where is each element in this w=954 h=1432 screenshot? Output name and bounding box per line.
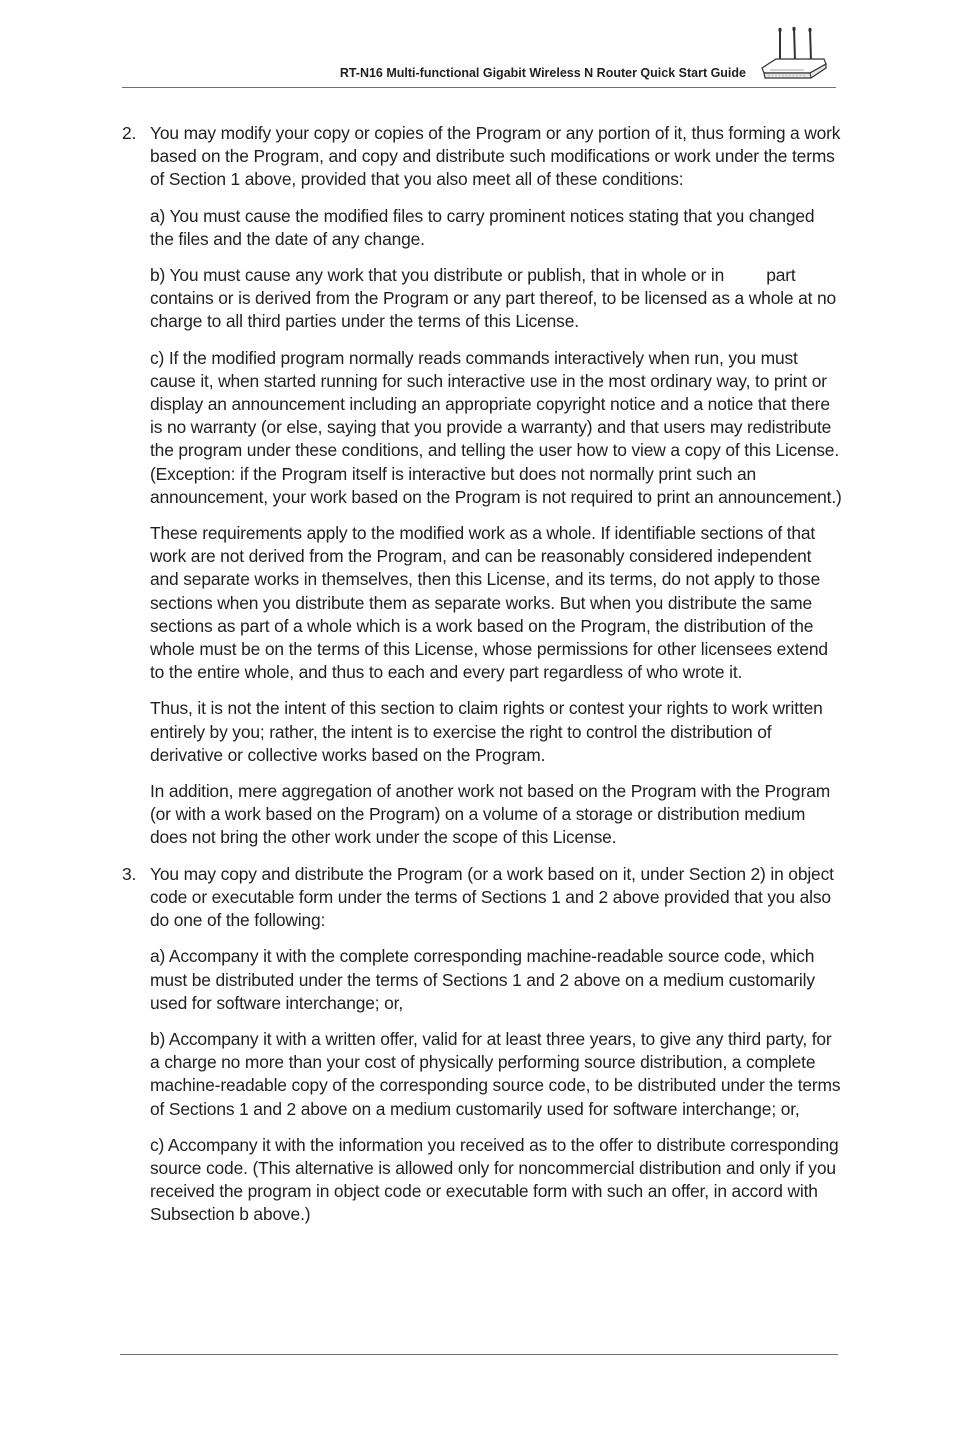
- list-item: [122, 122, 842, 192]
- header-title: RT-N16 Multi-functional Gigabit Wireless N Router Quick Start Guide: [339, 66, 746, 80]
- subclause-a: a) Accompany it with the complete corresponding machine-readable source code, which must be distributed under the terms of Sections 1 and 2 above on a medium customarily used for software interchange; or,: [150, 946, 815, 1013]
- list-item: [122, 863, 842, 933]
- item-number: 3.: [122, 863, 137, 884]
- subclause-c: c) Accompany it with the information you received as to the offer to distribute corresponding source code. (This alternative is allowed only for noncommercial distribution and only if you received the program in object code or executable form with such an offer, in accord with Subsection b above.): [150, 1134, 839, 1225]
- subclause-b: b) Accompany it with a written offer, valid for at least three years, to give any third party, for a charge no more than your cost of physically performing source distribution, a complete machine-readable copy of the corresponding source code, to be distributed under the terms of Sections 1 and 2 above on a medium customarily used for software interchange; or,: [150, 1028, 841, 1119]
- item-text: You may modify your copy or copies of the Program or any portion of it, thus forming a work based on the Program, and copy and distribute such modifications or work under the terms of Section 1 above, provided that you also meet all of these conditions:: [150, 123, 841, 190]
- paragraph: In addition, mere aggregation of another work not based on the Program with the Program (or with a work based on the Program) on a volume of a storage or distribution medium does not bring the other work under the scope of this License.: [150, 781, 831, 848]
- footer-divider: [120, 1354, 838, 1355]
- header-divider: [122, 87, 836, 88]
- license-text: [122, 122, 842, 1240]
- item-text: You may copy and distribute the Program (or a work based on it, under Section 2) in object code or executable form under the terms of Sections 1 and 2 above provided that you also do one of the following:: [150, 863, 834, 931]
- subclause-c: c) If the modified program normally reads commands interactively when run, you must cause it, when started running for such interactive use in the most ordinary way, to print or display an announcement including an appropriate copyright notice and a notice that there is no warranty (or else, saying that you provide a warranty) and that users may redistribute the program under these conditions, and telling the user how to view a copy of this License. (Exception: if the Program itself is interactive but does not normally print such an announcement, your work based on the Program is not required to print an announcement.): [150, 347, 842, 507]
- subclause-a: a) You must cause the modified files to carry prominent notices stating that you changed the files and the date of any change.: [150, 205, 815, 249]
- page-header: [122, 22, 836, 88]
- paragraph: Thus, it is not the intent of this section to claim rights or contest your rights to work written entirely by you; rather, the intent is to exercise the right to control the distribution of derivative or collective works based on the Program.: [150, 698, 823, 765]
- router-icon: [758, 26, 828, 82]
- item-number: 2.: [122, 123, 137, 143]
- subclause-b: b) You must cause any work that you distribute or publish, that in whole or in part contains or is derived from the Program or any part thereof, to be licensed as a whole at no charge to all third parties under the terms of this License.: [150, 265, 841, 332]
- paragraph: These requirements apply to the modified work as a whole. If identifiable sections of that work are not derived from the Program, and can be reasonably considered independent and separate works in themselves, then this License, and its terms, do not apply to those sections when you distribute them as separate works. But when you distribute the same sections as part of a whole which is a work based on the Program, the distribution of the whole must be on the terms of this License, whose permissions for other licensees extend to the entire whole, and thus to each and every part regardless of who wrote it.: [150, 523, 828, 683]
